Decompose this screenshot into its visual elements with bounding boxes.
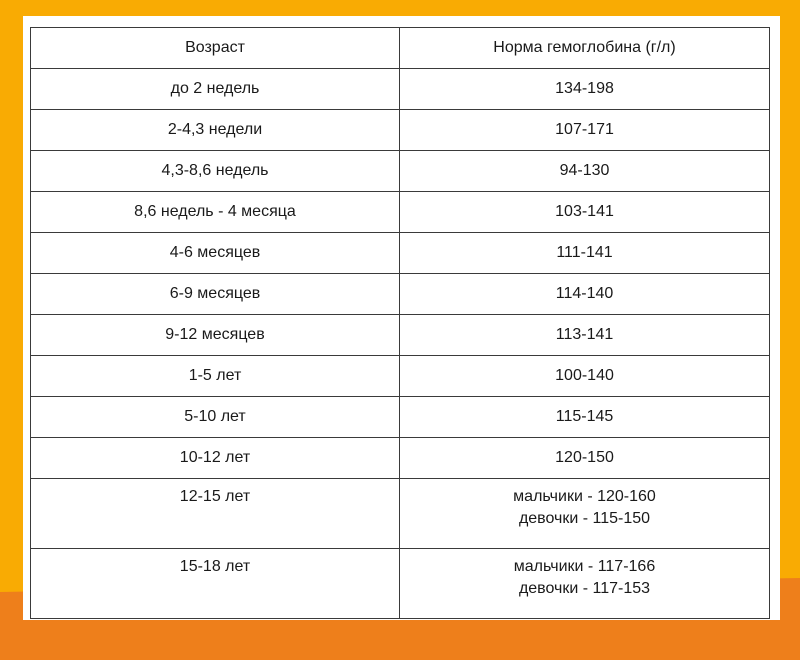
table-row <box>31 151 770 192</box>
norm-cell <box>400 192 770 233</box>
norm-cell <box>400 110 770 151</box>
age-cell: 4,3-8,6 недель <box>31 151 400 192</box>
norm-cell <box>400 274 770 315</box>
norm-cell <box>400 69 770 110</box>
norm-cell <box>400 151 770 192</box>
norm-cell <box>400 356 770 397</box>
norm-cell <box>400 479 770 549</box>
norm-cell <box>400 397 770 438</box>
table-row <box>31 356 770 397</box>
age-cell: 6-9 месяцев <box>31 274 400 315</box>
table-row <box>31 110 770 151</box>
norm-cell <box>400 549 770 619</box>
norm-value: 134-198 <box>555 80 614 97</box>
table-header-row <box>31 28 770 69</box>
norm-value: девочки - 115-150 <box>518 510 651 527</box>
table-body <box>31 69 770 619</box>
table-row <box>31 315 770 356</box>
age-cell: 8,6 недель - 4 месяца <box>31 192 400 233</box>
norm-value: 111-141 <box>556 244 613 261</box>
table-row <box>31 192 770 233</box>
age-cell: 12-15 лет <box>31 479 400 549</box>
norm-value: 100-140 <box>555 367 614 384</box>
hemoglobin-norms-table <box>30 27 770 619</box>
norm-value: 107-171 <box>555 121 614 138</box>
header-norm: Норма гемоглобина (г/л) <box>400 28 770 69</box>
norm-value: 114-140 <box>555 285 614 302</box>
norm-cell <box>400 315 770 356</box>
table-row <box>31 438 770 479</box>
norm-value: мальчики - 117-166 <box>513 558 656 575</box>
age-cell: 1-5 лет <box>31 356 400 397</box>
table-row <box>31 69 770 110</box>
table-row <box>31 233 770 274</box>
table-row <box>31 479 770 549</box>
age-cell: 2-4,3 недели <box>31 110 400 151</box>
norm-value: 115-145 <box>555 408 614 425</box>
age-cell: 10-12 лет <box>31 438 400 479</box>
norm-cell <box>400 438 770 479</box>
norm-value: девочки - 117-153 <box>518 580 651 597</box>
norm-value: 103-141 <box>555 203 614 220</box>
norm-value: 94-130 <box>559 162 610 179</box>
age-cell: 4-6 месяцев <box>31 233 400 274</box>
norm-cell <box>400 233 770 274</box>
table-row <box>31 397 770 438</box>
table-row <box>31 549 770 619</box>
age-cell: до 2 недель <box>31 69 400 110</box>
norm-value: мальчики - 120-160 <box>513 488 656 505</box>
header-age: Возраст <box>31 28 400 69</box>
norm-value: 113-141 <box>555 326 614 343</box>
norm-value: 120-150 <box>555 449 614 466</box>
age-cell: 5-10 лет <box>31 397 400 438</box>
table-card <box>23 16 780 620</box>
age-cell: 9-12 месяцев <box>31 315 400 356</box>
table-row <box>31 274 770 315</box>
age-cell: 15-18 лет <box>31 549 400 619</box>
